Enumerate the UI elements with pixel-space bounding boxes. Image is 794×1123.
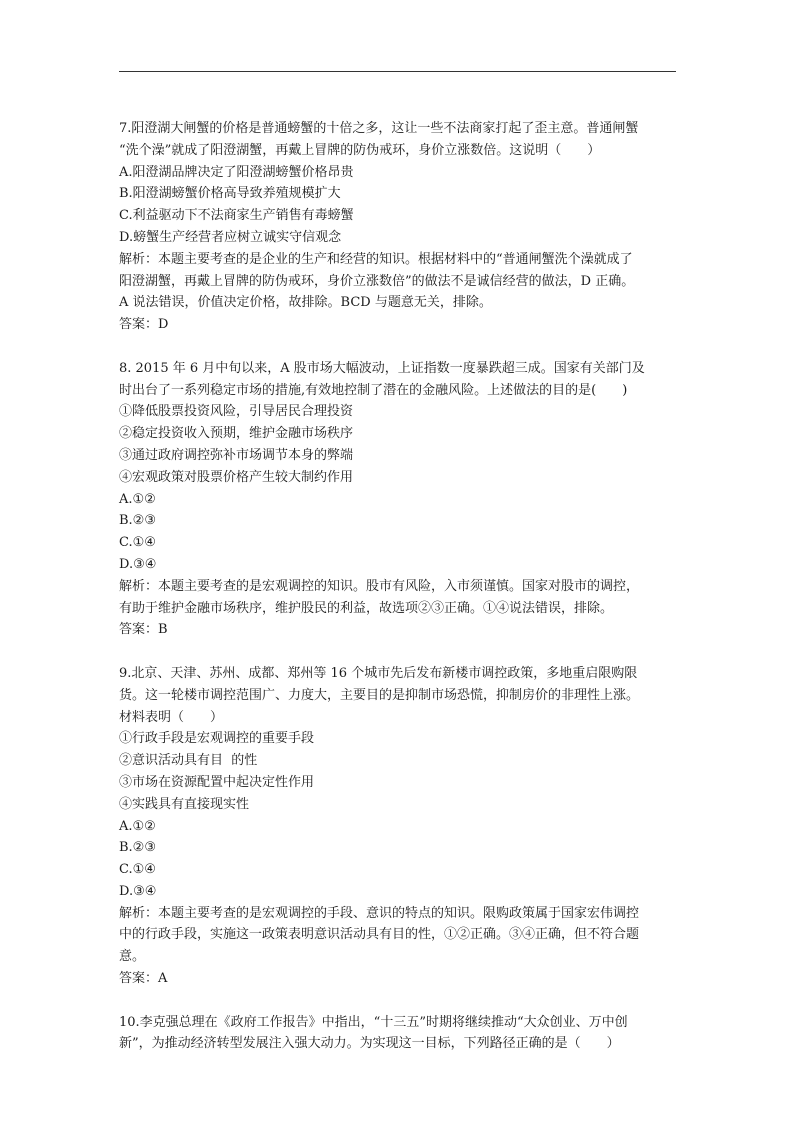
option-b: B.阳澄湖螃蟹价格高导致养殖规模扩大 [119, 186, 341, 202]
question-stem-line: “洗个澡”就成了阳澄湖蟹，再戴上冒牌的防伪戒环，身价立涨数倍。这说明（ ） [119, 142, 601, 158]
option-b: B.②③ [119, 513, 156, 529]
document-body [119, 118, 679, 1077]
option-a: A.①② [119, 818, 156, 834]
answer-line: 答案：B [119, 622, 168, 638]
question-stem-line: 9.北京、天津、苏州、成都、郑州等 16 个城市先后发布新楼市调控政策，多地重启限购限 [119, 665, 638, 681]
option-a: A.阳澄湖品牌决定了阳澄湖螃蟹价格昂贵 [119, 164, 354, 180]
analysis-line: 解析：本题主要考查的是宏观调控的手段、意识的特点的知识。限购政策属于国家宏伟调控 [119, 905, 640, 921]
analysis-line: 中的行政手段，实施这一政策表明意识活动具有目的性，①②正确。③④正确，但不符合题 [119, 927, 640, 943]
question-stem-line: 新”，为推动经济转型发展注入强大动力。为实现这一目标，下列路径正确的是（ ） [119, 1036, 620, 1052]
option-c: C.利益驱动下不法商家生产销售有毒螃蟹 [119, 208, 354, 224]
question-10 [119, 1012, 679, 1056]
statement-1: ①行政手段是宏观调控的重要手段 [119, 731, 315, 747]
question-stem-line: 货。这一轮楼市调控范围广、力度大，主要目的是抑制市场恐慌，抑制房价的非理性上涨。 [119, 687, 640, 703]
option-b: B.②③ [119, 840, 156, 856]
statement-1: ①降低股票投资风险，引导居民合理投资 [119, 404, 354, 420]
question-stem-line: 10.李克强总理在《政府工作报告》中指出，“十三五”时期将继续推动“大众创业、万中创 [119, 1014, 628, 1030]
option-d: D.③④ [119, 556, 157, 572]
question-stem-line: 材料表明（ ） [119, 709, 224, 725]
header-rule [119, 71, 676, 72]
analysis-line: 有助于维护金融市场秩序，维护股民的利益，故选项②③正确。①④说法错误，排除。 [119, 600, 614, 616]
analysis-line: 意。 [119, 949, 146, 965]
analysis-line: 阳澄湖蟹，再戴上冒牌的防伪戒环，身价立涨数倍”的做法不是诚信经营的做法，D 正确。 [119, 273, 635, 289]
answer-line: 答案：D [119, 317, 169, 333]
analysis-line: A 说法错误，价值决定价格，故排除。BCD 与题意无关，排除。 [119, 295, 492, 311]
option-d: D.③④ [119, 883, 157, 899]
question-stem-line: 7.阳澄湖大闸蟹的价格是普通螃蟹的十倍之多，这让一些不法商家打起了歪主意。普通闸蟹 [119, 121, 639, 136]
question-stem-line: 时出台了一系列稳定市场的措施,有效地控制了潜在的金融风险。上述做法的目的是( ) [119, 382, 628, 398]
option-d: D.螃蟹生产经营者应树立诚实守信观念 [119, 229, 342, 245]
analysis-line: 解析：本题主要考查的是宏观调控的知识。股市有风险，入市须谨慎。国家对股市的调控， [119, 578, 640, 594]
answer-line: 答案：A [119, 971, 168, 987]
statement-2: ②稳定投资收入预期，维护金融市场秩序 [119, 426, 354, 442]
option-a: A.①② [119, 491, 156, 507]
statement-2: ②意识活动具有目 的性 [119, 753, 258, 769]
analysis-line: 解析：本题主要考查的是企业的生产和经营的知识。根据材料中的“普通闸蟹洗个澡就成了 [119, 251, 633, 267]
question-7 [119, 118, 679, 336]
option-c: C.①④ [119, 535, 156, 551]
statement-4: ④实践具有直接现实性 [119, 796, 250, 812]
statement-3: ③市场在资源配置中起决定性作用 [119, 774, 315, 790]
question-8 [119, 358, 679, 641]
statement-4: ④宏观政策对股票价格产生较大制约作用 [119, 469, 354, 485]
question-9 [119, 663, 679, 990]
statement-3: ③通过政府调控弥补市场调节本身的弊端 [119, 447, 354, 463]
option-c: C.①④ [119, 862, 156, 878]
question-stem-line: 8. 2015 年 6 月中旬以来，A 股市场大幅波动，上证指数一度暴跌超三成。国家有关部门及 [119, 360, 645, 376]
